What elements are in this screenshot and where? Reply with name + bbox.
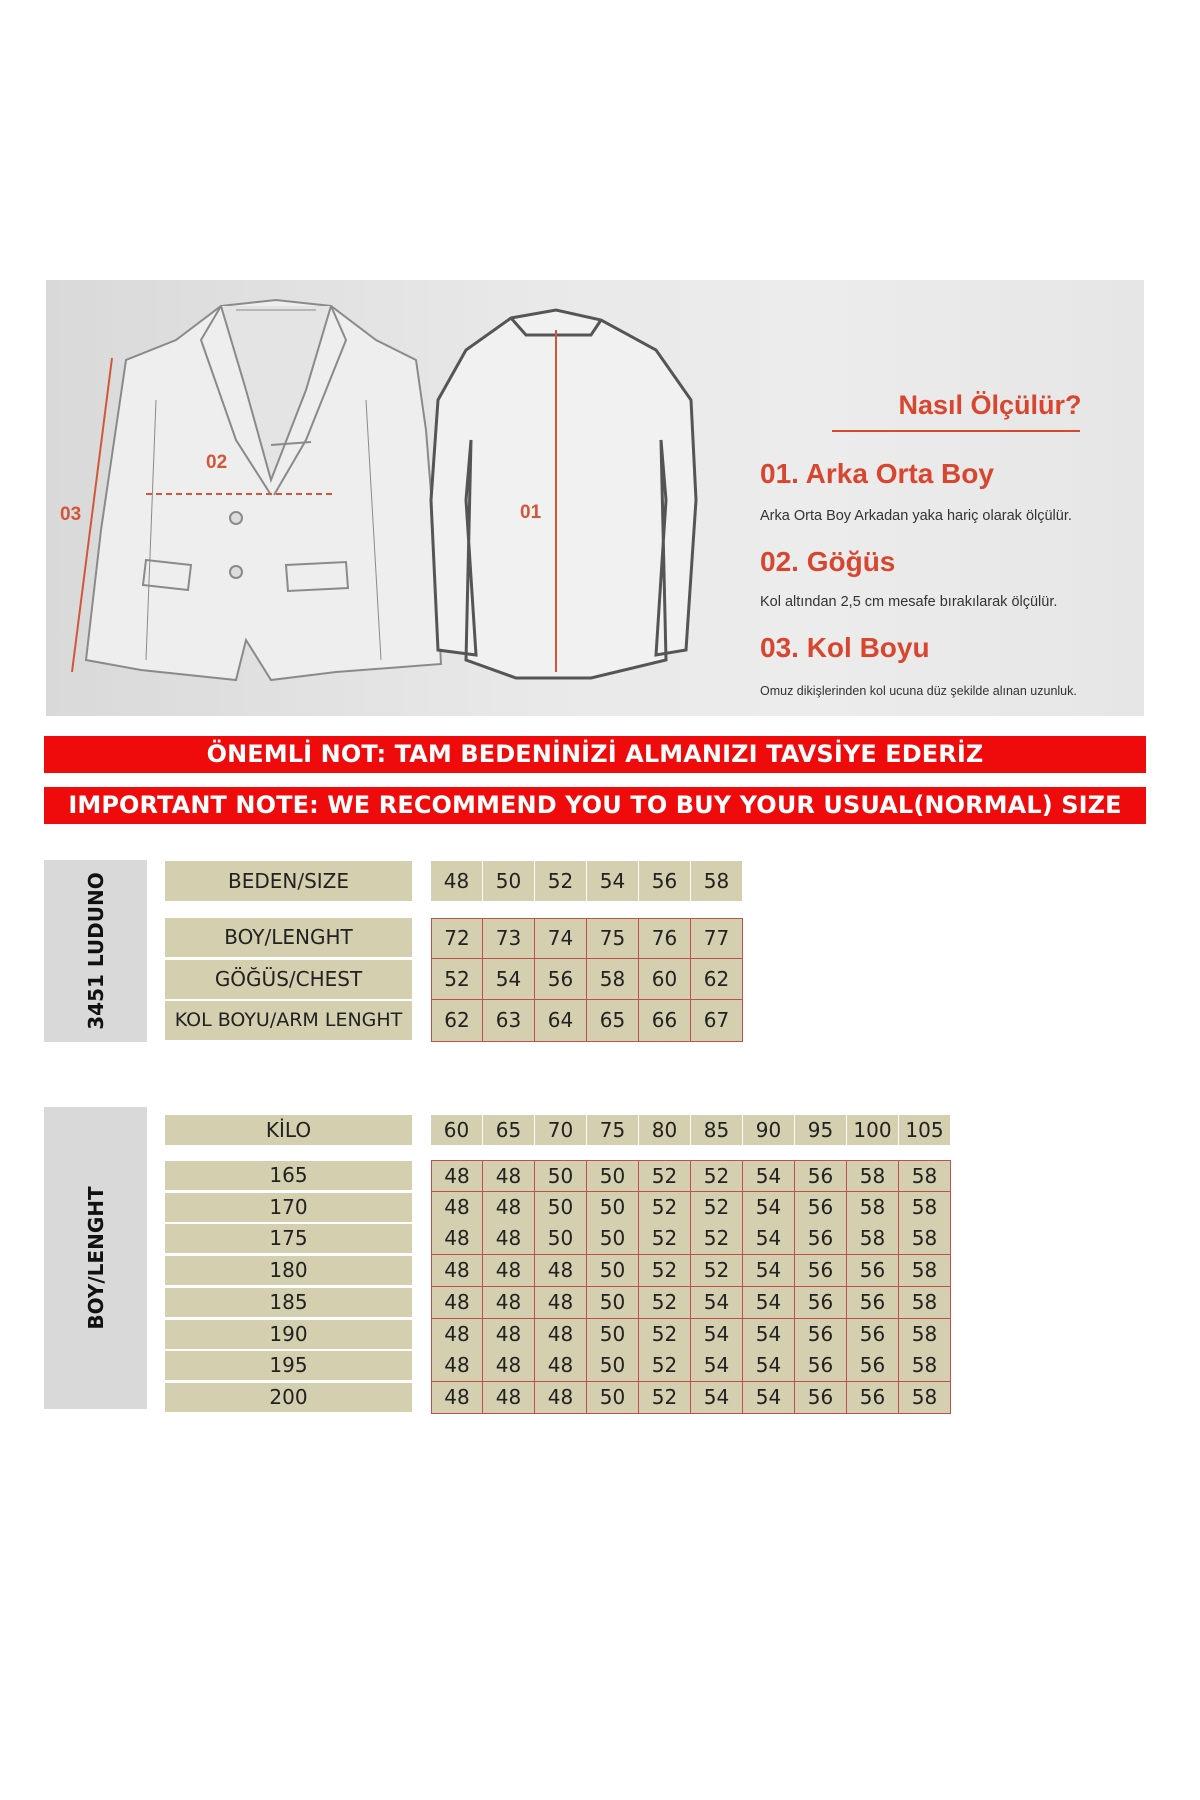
fit-row	[431, 1223, 951, 1255]
fit-row	[431, 1382, 951, 1414]
marker-03: 03	[60, 504, 82, 525]
weight-header-cell: 65	[483, 1115, 535, 1145]
fit-size-cell: 48	[483, 1350, 535, 1382]
fit-size-cell: 54	[743, 1192, 795, 1224]
fit-size-cell: 54	[743, 1350, 795, 1382]
fit-size-cell: 56	[795, 1350, 847, 1382]
fit-size-cell: 58	[899, 1382, 951, 1414]
weight-header-cell: 100	[847, 1115, 899, 1145]
title-underline	[832, 430, 1080, 432]
fit-size-cell: 50	[587, 1192, 639, 1224]
fit-size-cell: 54	[691, 1382, 743, 1414]
fit-size-cell: 54	[743, 1255, 795, 1287]
size-value-cell: 75	[587, 918, 639, 959]
fit-size-cell: 52	[691, 1192, 743, 1224]
fit-size-cell: 56	[847, 1287, 899, 1319]
size-value-cell: 72	[431, 918, 483, 959]
size-value-cell: 60	[639, 959, 691, 1000]
size-header-cell: 54	[587, 861, 639, 901]
fit-size-cell: 56	[795, 1160, 847, 1192]
size-header-cell: 56	[639, 861, 691, 901]
fit-size-cell: 48	[535, 1382, 587, 1414]
fit-size-cell: 54	[743, 1223, 795, 1255]
step-1-desc: Arka Orta Boy Arkadan yaka hariç olarak ölçülür.	[760, 508, 1072, 524]
weight-header-cell: 90	[743, 1115, 795, 1145]
fit-size-cell: 48	[535, 1319, 587, 1351]
size-header-cell: 58	[691, 861, 743, 901]
fit-size-cell: 58	[847, 1192, 899, 1224]
fit-size-cell: 58	[899, 1192, 951, 1224]
size-table-side-label	[44, 860, 147, 1042]
fit-size-cell: 48	[431, 1382, 483, 1414]
fit-size-cell: 50	[587, 1255, 639, 1287]
fit-size-cell: 48	[431, 1192, 483, 1224]
fit-size-cell: 58	[899, 1350, 951, 1382]
fit-size-cell: 48	[483, 1287, 535, 1319]
fit-size-cell: 54	[691, 1319, 743, 1351]
fit-size-cell: 52	[639, 1255, 691, 1287]
fit-size-cell: 56	[847, 1255, 899, 1287]
size-value-cell: 56	[535, 959, 587, 1000]
weight-header-row	[431, 1115, 951, 1145]
fit-row	[431, 1192, 951, 1224]
size-value-cell: 76	[639, 918, 691, 959]
measurement-guide	[46, 280, 1144, 716]
fit-size-cell: 50	[587, 1223, 639, 1255]
fit-size-cell: 48	[431, 1319, 483, 1351]
fit-size-cell: 50	[587, 1160, 639, 1192]
fit-size-cell: 56	[847, 1350, 899, 1382]
size-value-cell: 52	[431, 959, 483, 1000]
weight-header-cell: 80	[639, 1115, 691, 1145]
size-row-label: KOL BOYU/ARM LENGHT	[165, 1001, 412, 1040]
step-3-title: 03. Kol Boyu	[760, 632, 930, 663]
fit-size-cell: 48	[431, 1350, 483, 1382]
weight-header-cell: 75	[587, 1115, 639, 1145]
jacket-illustrations	[46, 280, 1144, 716]
fit-size-cell: 52	[639, 1192, 691, 1224]
fit-size-cell: 52	[639, 1319, 691, 1351]
fit-size-cell: 58	[847, 1223, 899, 1255]
size-value-cell: 67	[691, 1000, 743, 1042]
fit-row	[431, 1255, 951, 1287]
fit-size-cell: 48	[483, 1319, 535, 1351]
size-header-row	[431, 861, 743, 901]
fit-size-cell: 52	[639, 1350, 691, 1382]
jacket-back-drawing	[431, 310, 696, 678]
fit-size-cell: 58	[899, 1287, 951, 1319]
size-row-label: GÖĞÜS/CHEST	[165, 960, 412, 999]
height-row-label: 185	[165, 1288, 412, 1317]
weight-header-cell: 70	[535, 1115, 587, 1145]
height-row-label: 195	[165, 1351, 412, 1380]
size-value-cell: 74	[535, 918, 587, 959]
marker-01: 01	[520, 502, 542, 523]
fit-size-cell: 52	[691, 1255, 743, 1287]
fit-size-cell: 58	[899, 1255, 951, 1287]
important-note-en: IMPORTANT NOTE: WE RECOMMEND YOU TO BUY YOUR USUAL(NORMAL) SIZE	[44, 787, 1146, 824]
fit-size-cell: 48	[431, 1287, 483, 1319]
step-1-title: 01. Arka Orta Boy	[760, 458, 994, 489]
size-value-cell: 66	[639, 1000, 691, 1042]
fit-size-cell: 58	[899, 1160, 951, 1192]
size-value-cell: 65	[587, 1000, 639, 1042]
fit-size-cell: 56	[847, 1382, 899, 1414]
fit-size-cell: 48	[483, 1223, 535, 1255]
size-row	[431, 959, 743, 1000]
height-row-label: 170	[165, 1193, 412, 1222]
fit-size-cell: 56	[795, 1287, 847, 1319]
how-to-measure-title: Nasıl Ölçülür?	[898, 390, 1082, 420]
fit-row	[431, 1350, 951, 1382]
size-header-cell: 52	[535, 861, 587, 901]
fit-size-cell: 54	[743, 1382, 795, 1414]
size-row	[431, 1000, 743, 1042]
fit-size-cell: 50	[587, 1382, 639, 1414]
fit-size-cell: 48	[535, 1255, 587, 1287]
size-value-cell: 58	[587, 959, 639, 1000]
fit-size-cell: 52	[639, 1382, 691, 1414]
size-row-label: BOY/LENGHT	[165, 918, 412, 957]
size-header-cell: 48	[431, 861, 483, 901]
fit-size-cell: 50	[587, 1319, 639, 1351]
size-row	[431, 918, 743, 959]
step-2-title: 02. Göğüs	[760, 546, 896, 577]
size-value-cell: 62	[431, 1000, 483, 1042]
fit-size-cell: 54	[743, 1319, 795, 1351]
fit-size-cell: 54	[743, 1160, 795, 1192]
fit-size-cell: 48	[535, 1350, 587, 1382]
model-code: 3451 LUDUNO	[83, 872, 108, 1030]
fit-size-cell: 52	[639, 1287, 691, 1319]
size-value-cell: 54	[483, 959, 535, 1000]
height-row-label: 165	[165, 1161, 412, 1190]
size-value-cell: 64	[535, 1000, 587, 1042]
size-value-cell: 77	[691, 918, 743, 959]
fit-size-cell: 54	[691, 1287, 743, 1319]
weight-header-cell: 105	[899, 1115, 951, 1145]
fit-size-cell: 48	[483, 1192, 535, 1224]
fit-size-cell: 56	[795, 1382, 847, 1414]
fit-size-cell: 50	[535, 1192, 587, 1224]
fit-size-cell: 56	[795, 1319, 847, 1351]
fit-size-cell: 58	[899, 1223, 951, 1255]
height-row-label: 180	[165, 1256, 412, 1285]
size-value-cell: 63	[483, 1000, 535, 1042]
fit-size-cell: 52	[639, 1223, 691, 1255]
fit-size-cell: 48	[431, 1255, 483, 1287]
fit-size-cell: 50	[535, 1160, 587, 1192]
fit-size-cell: 50	[587, 1350, 639, 1382]
fit-size-cell: 52	[639, 1160, 691, 1192]
weight-header-cell: 95	[795, 1115, 847, 1145]
fit-size-cell: 50	[587, 1287, 639, 1319]
fit-table-side-label	[44, 1107, 147, 1409]
fit-size-cell: 48	[483, 1160, 535, 1192]
fit-size-cell: 48	[535, 1287, 587, 1319]
fit-size-cell: 48	[431, 1223, 483, 1255]
fit-size-cell: 56	[795, 1255, 847, 1287]
fit-row	[431, 1319, 951, 1351]
height-row-label: 190	[165, 1320, 412, 1349]
fit-size-cell: 50	[535, 1223, 587, 1255]
step-3-desc: Omuz dikişlerinden kol ucuna düz şekilde alınan uzunluk.	[760, 684, 1077, 698]
weight-header-cell: 60	[431, 1115, 483, 1145]
weight-header-label: KİLO	[165, 1115, 412, 1145]
fit-size-cell: 58	[847, 1160, 899, 1192]
fit-size-cell: 52	[691, 1223, 743, 1255]
fit-size-cell: 56	[795, 1192, 847, 1224]
fit-size-cell: 48	[483, 1382, 535, 1414]
size-header-cell: 50	[483, 861, 535, 901]
size-header-label: BEDEN/SIZE	[165, 861, 412, 901]
height-row-label: 200	[165, 1383, 412, 1412]
fit-size-cell: 54	[691, 1350, 743, 1382]
step-2-desc: Kol altından 2,5 cm mesafe bırakılarak ölçülür.	[760, 594, 1058, 610]
marker-02: 02	[206, 452, 228, 473]
fit-size-cell: 58	[899, 1319, 951, 1351]
size-value-cell: 73	[483, 918, 535, 959]
fit-size-cell: 54	[743, 1287, 795, 1319]
fit-size-cell: 48	[483, 1255, 535, 1287]
size-value-cell: 62	[691, 959, 743, 1000]
height-axis-label: BOY/LENGHT	[83, 1186, 108, 1330]
important-note-tr: ÖNEMLİ NOT: TAM BEDENİNİZİ ALMANIZI TAVSİYE EDERİZ	[44, 736, 1146, 773]
fit-row	[431, 1287, 951, 1319]
height-row-label: 175	[165, 1224, 412, 1253]
fit-size-cell: 56	[847, 1319, 899, 1351]
fit-size-cell: 48	[431, 1160, 483, 1192]
fit-size-cell: 56	[795, 1223, 847, 1255]
jacket-front-drawing	[86, 300, 441, 680]
fit-size-cell: 52	[691, 1160, 743, 1192]
fit-row	[431, 1160, 951, 1192]
weight-header-cell: 85	[691, 1115, 743, 1145]
